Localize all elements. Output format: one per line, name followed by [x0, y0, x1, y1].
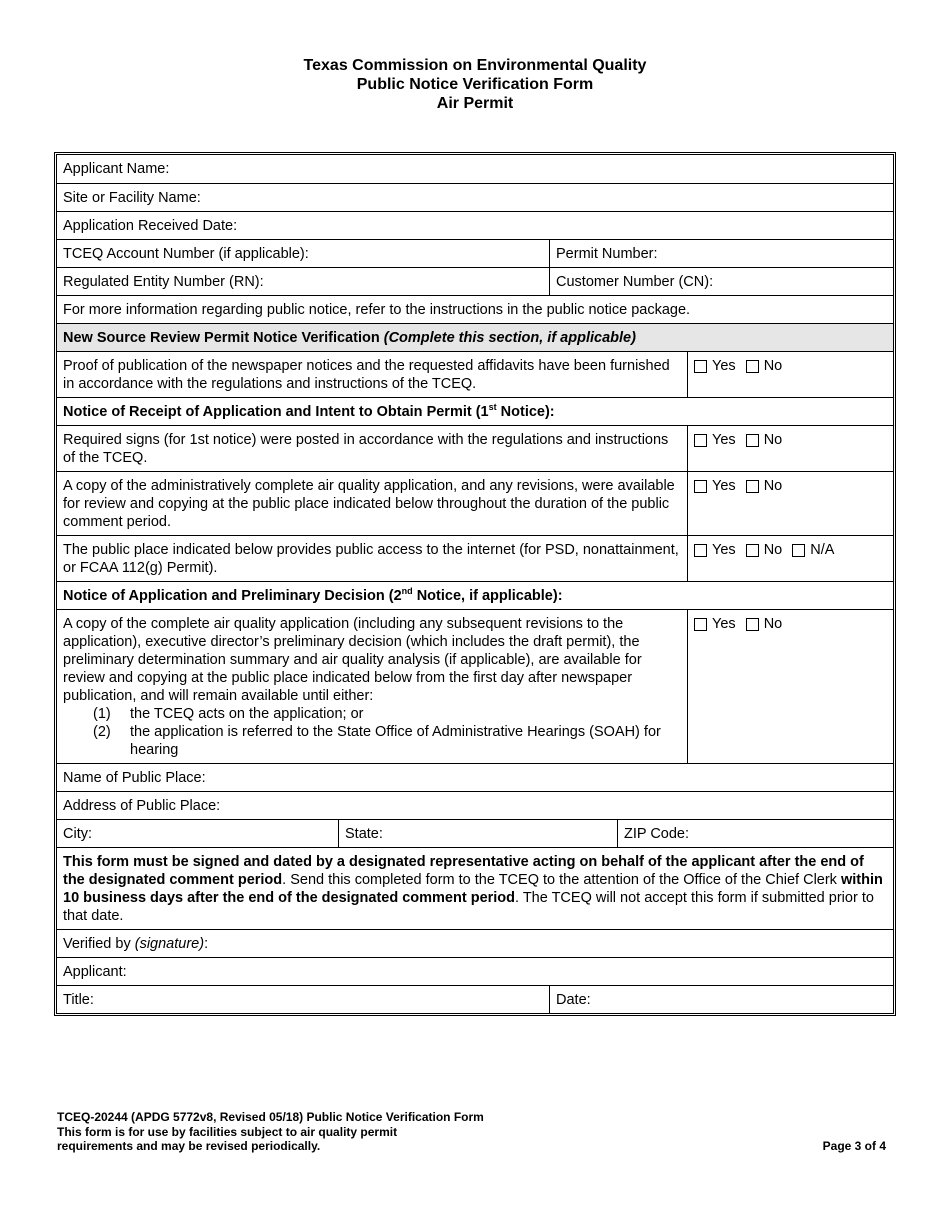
checkbox-icon [694, 360, 707, 373]
second-notice-q1-no-checkbox[interactable] [746, 615, 783, 633]
list-item-text: the TCEQ acts on the application; or [130, 706, 364, 722]
form-header [0, 56, 950, 113]
list-item [63, 705, 681, 723]
no-label: No [763, 432, 783, 448]
instructions-row [57, 847, 893, 929]
info-note: For more information regarding public notice, refer to the instructions in the public notice package. [63, 302, 691, 318]
nsr-q1-options [687, 352, 893, 397]
checkbox-icon [694, 544, 707, 557]
applicant-name-row [57, 155, 893, 183]
nsr-q1-text: Proof of publication of the newspaper notices and the requested affidavits have been furnished in accordance with the regulations and instructions of the TCEQ. [63, 358, 670, 392]
instructions-bold-2: within 10 business days after the end of the designated comment period [63, 872, 883, 906]
list-item-number: (2) [93, 724, 111, 740]
form-footer [57, 1110, 484, 1154]
first-notice-heading-end: Notice): [496, 404, 555, 420]
date-field[interactable]: Date: [549, 986, 893, 1013]
applicant-field[interactable]: Applicant: [63, 964, 127, 980]
nsr-q1-yes-checkbox[interactable] [694, 357, 736, 375]
nsr-q1-no-checkbox[interactable] [746, 357, 783, 375]
verified-by-signature-note: (signature) [134, 936, 205, 952]
first-notice-heading-text: Notice of Receipt of Application and Intent to Obtain Permit (1 [63, 404, 489, 420]
checkbox-icon [746, 618, 759, 631]
nsr-heading-text: New Source Review Permit Notice Verification [63, 330, 384, 346]
account-number-field[interactable]: TCEQ Account Number (if applicable): [63, 246, 309, 262]
yes-label: Yes [712, 358, 736, 374]
checkbox-icon [746, 480, 759, 493]
nsr-heading [57, 324, 893, 351]
title-date-row [57, 985, 893, 1013]
applicant-name-field[interactable]: Applicant Name: [63, 161, 170, 177]
site-name-field[interactable]: Site or Facility Name: [63, 190, 201, 206]
first-notice-heading [57, 398, 893, 425]
checkbox-icon [694, 618, 707, 631]
place-name-field[interactable]: Name of Public Place: [63, 770, 206, 786]
cn-field[interactable]: Customer Number (CN): [549, 268, 893, 295]
verified-by-field[interactable] [57, 930, 893, 957]
list-item-text: the application is referred to the State Office of Administrative Hearings (SOAH) for hearing [130, 724, 661, 758]
checkbox-icon [694, 434, 707, 447]
no-label: No [763, 478, 783, 494]
zip-field[interactable]: ZIP Code: [617, 820, 893, 847]
second-notice-heading [57, 582, 893, 609]
city-field[interactable]: City: [63, 826, 92, 842]
yes-label: Yes [712, 616, 736, 632]
list-item [63, 723, 681, 759]
second-notice-q1-options [687, 610, 893, 763]
first-notice-q1-no-checkbox[interactable] [746, 431, 783, 449]
na-label: N/A [810, 542, 835, 558]
first-notice-q2-options [687, 472, 893, 535]
applicant-row [57, 957, 893, 985]
second-notice-heading-row [57, 581, 893, 609]
nsr-heading-note: (Complete this section, if applicable) [383, 330, 636, 346]
second-notice-q1-row [57, 609, 893, 763]
checkbox-icon [792, 544, 805, 557]
second-notice-heading-sup: nd [401, 586, 413, 597]
nsr-q1-row [57, 351, 893, 397]
verified-by-row [57, 929, 893, 957]
verification-form [54, 152, 896, 1016]
instructions-bold-1: This form must be signed and dated by a designated representative acting on behalf of the applicant after the end of the designated comment period [63, 854, 864, 888]
form-subtitle: Air Permit [436, 95, 514, 112]
verified-by-colon: : [204, 936, 209, 952]
checkbox-icon [746, 360, 759, 373]
first-notice-q3-no-checkbox[interactable] [746, 541, 783, 559]
instructions-text-1: . Send this completed form to the TCEQ to the attention of the Office of the Chief Clerk [282, 872, 841, 888]
nsr-heading-row [57, 323, 893, 351]
account-permit-row [57, 239, 893, 267]
second-notice-q1 [57, 610, 687, 763]
first-notice-q1-row [57, 425, 893, 471]
list-item-number: (1) [93, 706, 111, 722]
signing-instructions [57, 848, 893, 929]
first-notice-q3-text: The public place indicated below provides public access to the internet (for PSD, nonattainment, or FCAA 112(g) Permit). [63, 542, 679, 576]
first-notice-q1-yes-checkbox[interactable] [694, 431, 736, 449]
checkbox-icon [746, 544, 759, 557]
first-notice-q1-options [687, 426, 893, 471]
first-notice-q2-yes-checkbox[interactable] [694, 477, 736, 495]
verified-by-label: Verified by [63, 936, 135, 952]
yes-label: Yes [712, 542, 736, 558]
first-notice-q2-row [57, 471, 893, 535]
city-state-zip-row [57, 819, 893, 847]
place-name-row [57, 763, 893, 791]
second-notice-q1-text: A copy of the complete air quality application (including any subsequent revisions to the application), executive director’s preliminary decision (which includes the draft permit), the preliminary determination summary and air quality analysis (if applicable), are available for review and copying at the public place indicated below from the first day after newspaper publication, and will remain available until either: [63, 616, 642, 704]
first-notice-heading-row [57, 397, 893, 425]
first-notice-q2-no-checkbox[interactable] [746, 477, 783, 495]
first-notice-q3-yes-checkbox[interactable] [694, 541, 736, 559]
first-notice-q3-row [57, 535, 893, 581]
first-notice-heading-sup: st [488, 402, 497, 413]
footer-note-2: requirements and may be revised periodically. [57, 1139, 321, 1153]
footer-form-id: TCEQ-20244 (APDG 5772v8, Revised 05/18) Public Notice Verification Form [57, 1110, 484, 1124]
second-notice-heading-end: Notice, if applicable): [412, 588, 563, 604]
second-notice-conditions [63, 705, 681, 759]
place-address-field[interactable]: Address of Public Place: [63, 798, 221, 814]
second-notice-q1-yes-checkbox[interactable] [694, 615, 736, 633]
first-notice-q3-na-checkbox[interactable] [792, 541, 834, 559]
place-address-row [57, 791, 893, 819]
form-title: Public Notice Verification Form [356, 76, 594, 93]
first-notice-q3-options [687, 536, 893, 581]
title-field[interactable]: Title: [63, 992, 94, 1008]
info-note-row [57, 295, 893, 323]
received-date-field[interactable]: Application Received Date: [63, 218, 238, 234]
footer-note-1: This form is for use by facilities subject to air quality permit [57, 1124, 398, 1139]
checkbox-icon [694, 480, 707, 493]
instructions-text-2: . The TCEQ will not accept this form if submitted prior to that date. [63, 890, 874, 924]
no-label: No [763, 358, 783, 374]
site-name-row [57, 183, 893, 211]
second-notice-heading-text: Notice of Application and Preliminary Decision (2 [63, 588, 402, 604]
page-number: Page 3 of 4 [822, 1139, 886, 1153]
state-field[interactable]: State: [338, 820, 617, 847]
no-label: No [763, 616, 783, 632]
agency-title: Texas Commission on Environmental Quality [303, 57, 647, 74]
rn-cn-row [57, 267, 893, 295]
no-label: No [763, 542, 783, 558]
rn-field[interactable]: Regulated Entity Number (RN): [63, 274, 264, 290]
first-notice-q1-text: Required signs (for 1st notice) were posted in accordance with the regulations and instructions of the TCEQ. [63, 432, 669, 466]
permit-number-field[interactable]: Permit Number: [549, 240, 893, 267]
first-notice-q2-text: A copy of the administratively complete air quality application, and any revisions, were available for review and copying at the public place indicated below throughout the duration of the public comment period. [63, 478, 675, 530]
yes-label: Yes [712, 478, 736, 494]
received-date-row [57, 211, 893, 239]
yes-label: Yes [712, 432, 736, 448]
checkbox-icon [746, 434, 759, 447]
